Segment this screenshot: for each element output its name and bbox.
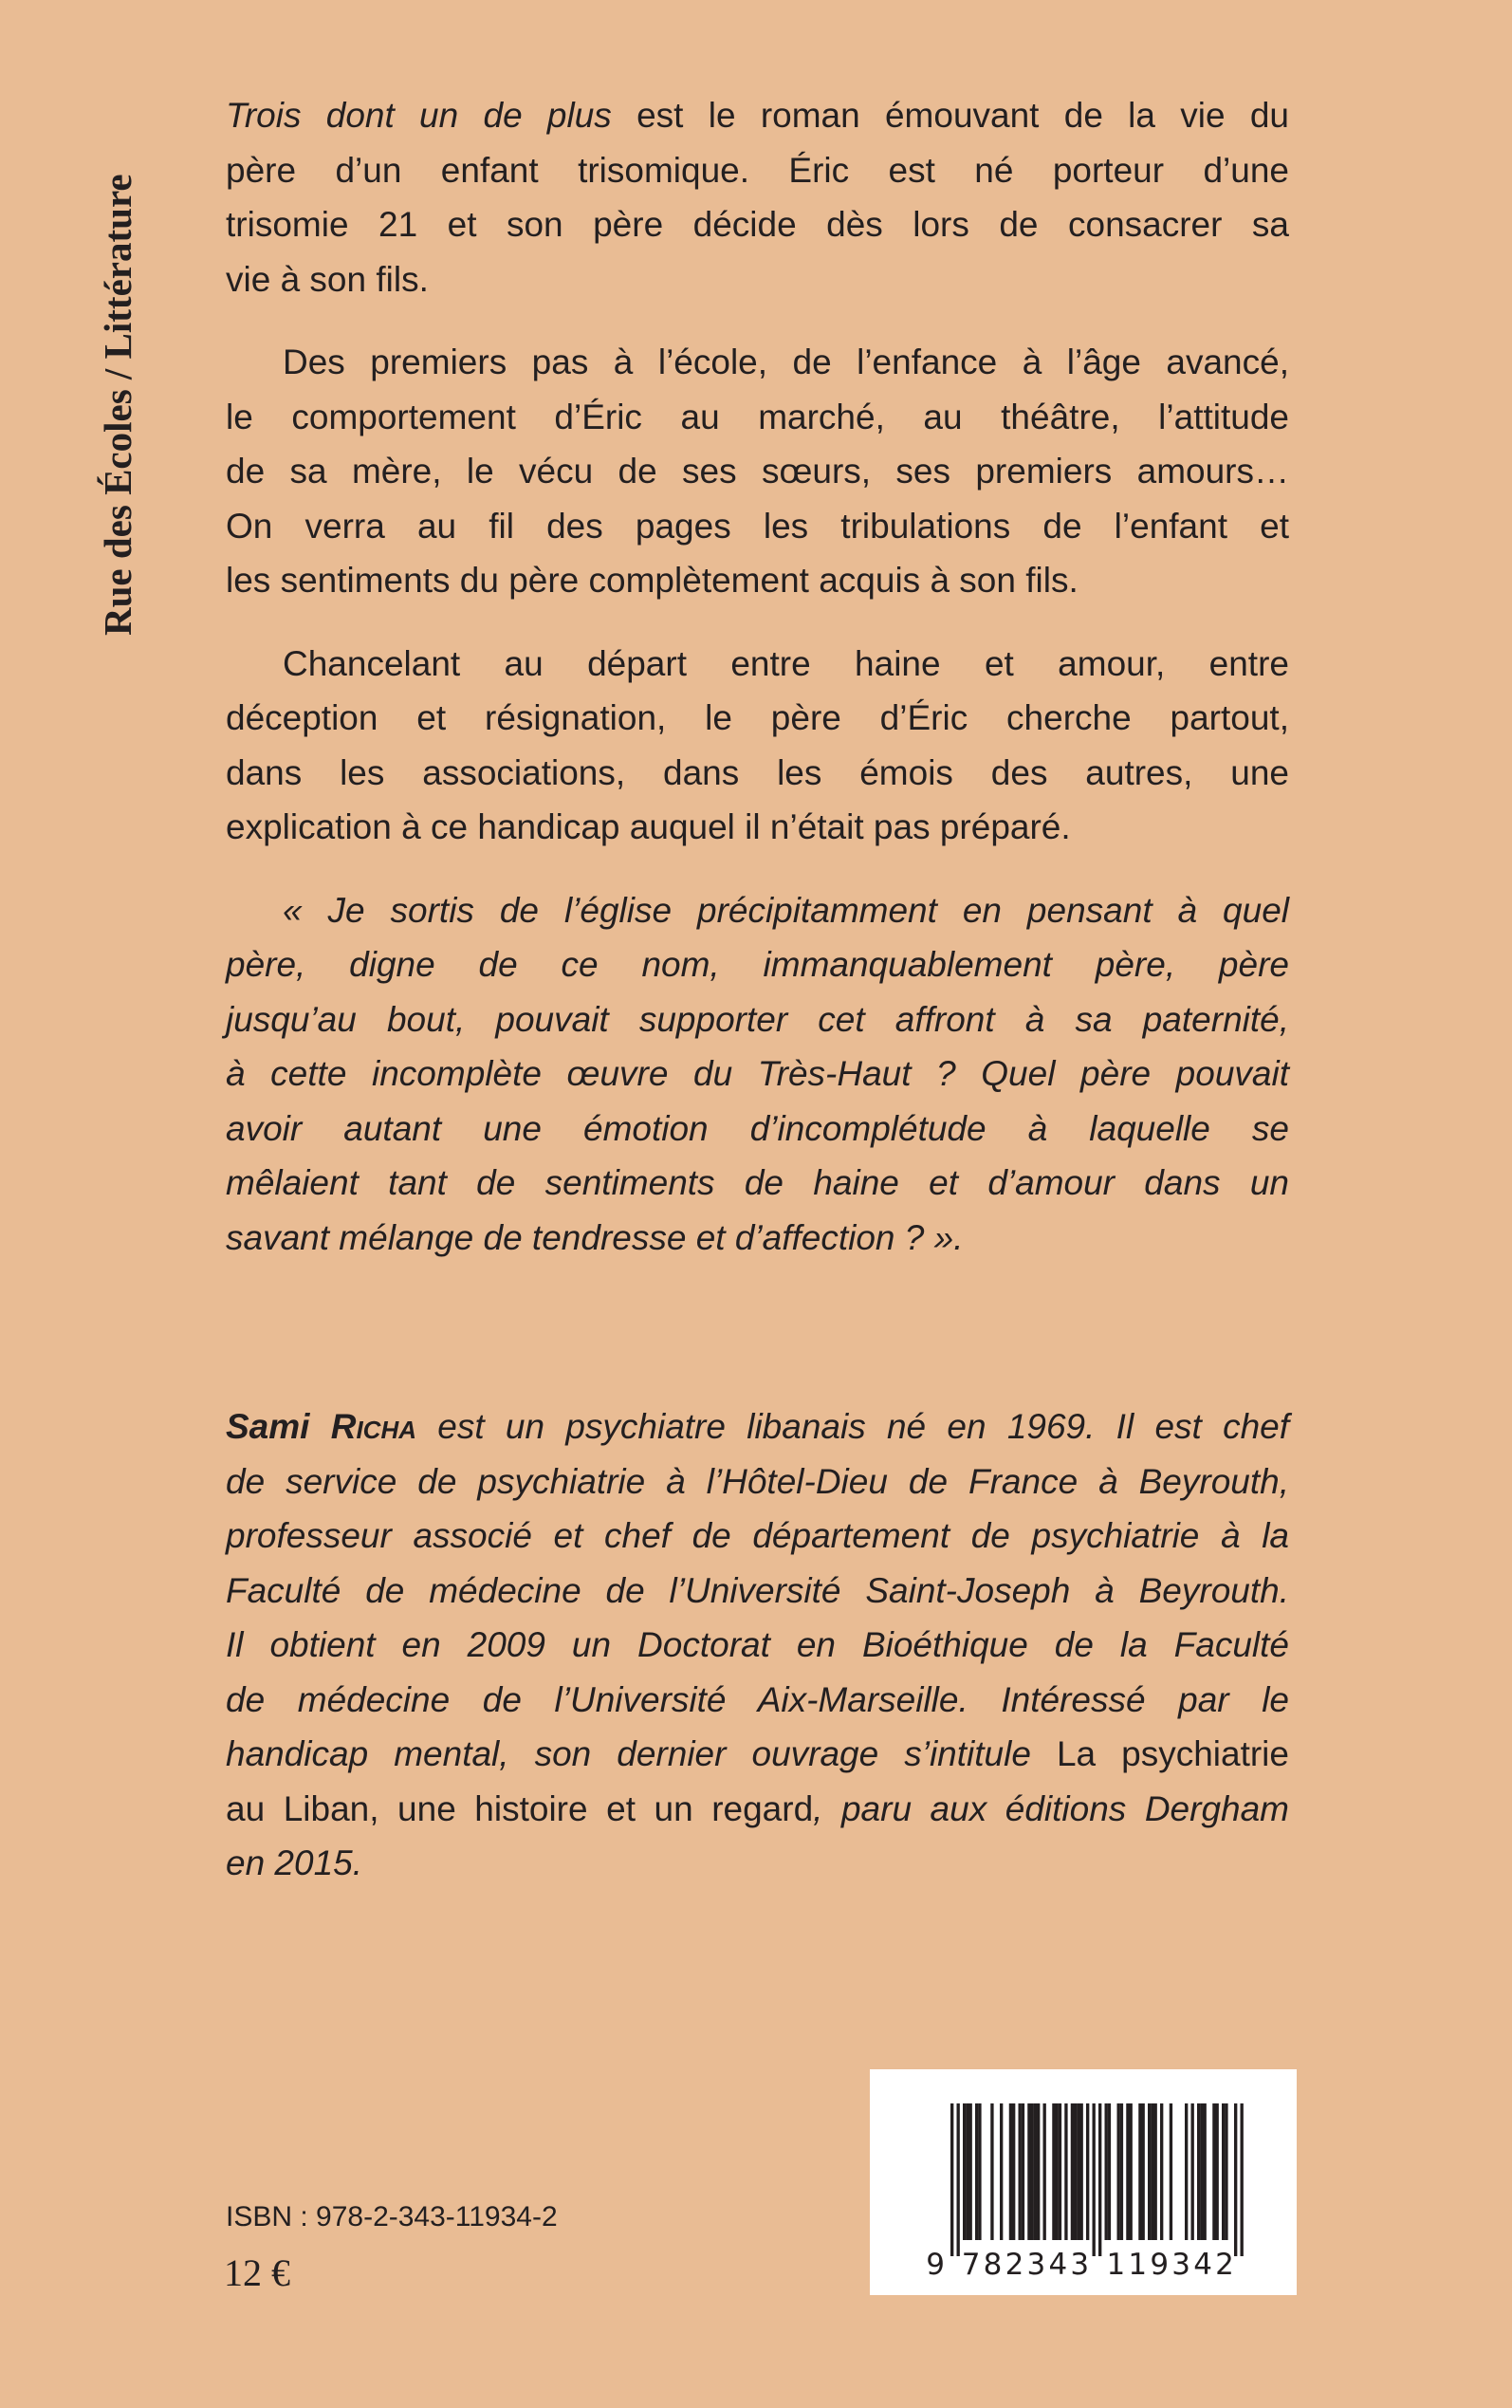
- barcode-bar: [1031, 2103, 1034, 2240]
- back-cover-text: [226, 88, 1289, 1891]
- barcode-graphic: [870, 2069, 1297, 2295]
- text-line: [226, 1047, 1289, 1102]
- text-segment: , paru aux éditions Dergham: [813, 1788, 1289, 1828]
- barcode-bar: [975, 2103, 978, 2240]
- text-segment: Chancelant au départ entre haine et amour, entre: [283, 643, 1289, 683]
- barcode-bar: [1086, 2103, 1089, 2240]
- text-segment: dans les associations, dans les émois des autres, une: [226, 752, 1289, 792]
- text-segment: savant mélange de tendresse et d’affection ? ».: [226, 1217, 964, 1257]
- text-segment: handicap mental, son dernier ouvrage s’intitule: [226, 1734, 1057, 1773]
- text-line: [226, 1102, 1289, 1157]
- barcode-bar: [1000, 2103, 1003, 2240]
- text-line: [226, 197, 1289, 252]
- text-segment: Il obtient en 2009 un Doctorat en Bioéthique de la Faculté: [226, 1625, 1289, 1664]
- text-line: [226, 553, 1289, 608]
- summary-paragraph: [226, 88, 1289, 306]
- text-segment: de médecine de l’Université Aix-Marseille. Intéressé par le: [226, 1679, 1289, 1719]
- barcode-bar: [1191, 2103, 1194, 2240]
- text-segment: avoir autant une émotion d’incomplétude à laquelle se: [226, 1108, 1289, 1148]
- barcode-bar: [1170, 2103, 1172, 2240]
- barcode-bar: [1120, 2103, 1123, 2240]
- barcode-bar: [1043, 2103, 1046, 2240]
- text-segment: Faculté de médecine de l’Université Saint-Joseph à Beyrouth.: [226, 1570, 1289, 1610]
- text-segment: explication à ce handicap auquel il n’était pas préparé.: [226, 807, 1071, 846]
- text-segment: à cette incomplète œuvre du Très-Haut ? Quel père pouvait: [226, 1054, 1289, 1093]
- barcode-bar: [1056, 2103, 1059, 2240]
- barcode-bar: [1019, 2103, 1022, 2240]
- barcode-bar: [1064, 2103, 1067, 2240]
- barcode-bar: [1222, 2103, 1225, 2240]
- text-line: [226, 390, 1289, 445]
- barcode-bar: [1204, 2103, 1207, 2240]
- barcode-bar: [1148, 2103, 1151, 2240]
- barcode-bar: [957, 2103, 960, 2256]
- barcode-bar: [1052, 2103, 1055, 2240]
- barcode-bar: [966, 2103, 968, 2240]
- text-line: [226, 691, 1289, 746]
- text-segment: Richa: [330, 1407, 416, 1446]
- text-line: [226, 800, 1289, 855]
- text-segment: est le roman émouvant de la vie du: [611, 96, 1289, 135]
- text-line: [226, 1399, 1289, 1454]
- text-segment: au Liban, une histoire et un regard: [226, 1788, 814, 1828]
- author-bio: [226, 1399, 1289, 1891]
- text-segment: vie à son fils.: [226, 259, 429, 299]
- text-line: [226, 992, 1289, 1047]
- barcode-bar: [1027, 2103, 1030, 2240]
- barcode-bar: [1212, 2103, 1215, 2240]
- text-line: [226, 1836, 1289, 1891]
- text-line: [226, 1211, 1289, 1266]
- barcode-bar: [969, 2103, 972, 2240]
- text-line: [226, 937, 1289, 992]
- barcode-bar: [1105, 2103, 1108, 2240]
- text-line: [226, 88, 1289, 143]
- barcode-bar: [1216, 2103, 1219, 2240]
- summary-paragraph: [226, 335, 1289, 608]
- barcode-bar: [1200, 2103, 1203, 2240]
- text-line: [226, 444, 1289, 499]
- barcode-digits: 9: [926, 2248, 945, 2282]
- barcode-bar: [1037, 2103, 1040, 2240]
- barcode-bar: [1098, 2103, 1101, 2256]
- text-segment: est un psychiatre libanais né en 1969. Il est chef: [416, 1407, 1290, 1446]
- text-line: [226, 143, 1289, 198]
- text-segment: « Je sortis de l’église précipitamment en pensant à quel: [283, 890, 1289, 930]
- barcode-bar: [1077, 2103, 1079, 2240]
- text-line: [226, 499, 1289, 554]
- barcode-digits: 782343: [961, 2248, 1093, 2282]
- text-segment: le comportement d’Éric au marché, au théâtre, l’attitude: [226, 397, 1289, 436]
- text-segment: père d’un enfant trisomique. Éric est né porteur d’une: [226, 150, 1289, 190]
- text-segment: On verra au fil des pages les tribulations de l’enfant et: [226, 506, 1289, 546]
- text-segment: jusqu’au bout, pouvait supporter cet affront à sa paternité,: [226, 999, 1289, 1039]
- barcode-bar: [950, 2103, 953, 2256]
- spine-collection-label: Rue des Écoles / Littérature: [96, 174, 139, 636]
- text-line: [226, 1618, 1289, 1673]
- text-segment: déception et résignation, le père d’Éric cherche partout,: [226, 698, 1289, 737]
- text-line: [226, 1509, 1289, 1564]
- text-segment: Des premiers pas à l’école, de l’enfance à l’âge avancé,: [283, 343, 1289, 381]
- barcode-bar: [1154, 2103, 1157, 2240]
- barcode-bar: [1074, 2103, 1077, 2240]
- barcode-bar: [1012, 2103, 1015, 2240]
- text-line: [226, 1564, 1289, 1619]
- barcode-bar: [1034, 2103, 1037, 2240]
- text-segment: de sa mère, le vécu de ses sœurs, ses premiers amours…: [226, 452, 1289, 491]
- text-line: [226, 746, 1289, 801]
- text-segment: les sentiments du père complètement acquis à son fils.: [226, 561, 1079, 600]
- barcode-bar: [1241, 2103, 1244, 2256]
- barcode-bar: [990, 2103, 993, 2240]
- barcode-bar: [1151, 2103, 1153, 2240]
- barcode-bar: [1080, 2103, 1083, 2240]
- summary-paragraph: [226, 637, 1289, 855]
- barcode-bar: [1160, 2103, 1163, 2240]
- text-segment: Sami: [226, 1407, 331, 1446]
- text-segment: Trois dont un de plus: [226, 96, 612, 135]
- barcode-bar: [1142, 2103, 1145, 2240]
- barcode-bar: [1126, 2103, 1129, 2240]
- isbn-label: ISBN : 978-2-343-11934-2: [226, 2201, 558, 2232]
- barcode-bar: [978, 2103, 981, 2240]
- quote-paragraph: [226, 883, 1289, 1266]
- barcode-bar: [1071, 2103, 1074, 2240]
- price-label: 12 €: [224, 2251, 290, 2294]
- barcode-bar: [1059, 2103, 1061, 2240]
- text-segment: de service de psychiatrie à l’Hôtel-Dieu de France à Beyrouth,: [226, 1461, 1289, 1501]
- barcode-bar: [1108, 2103, 1111, 2240]
- barcode-bar: [1234, 2103, 1237, 2256]
- text-segment: mêlaient tant de sentiments de haine et d’amour dans un: [226, 1163, 1289, 1202]
- barcode-bar: [1138, 2103, 1141, 2240]
- barcode-digits: 119342: [1106, 2248, 1238, 2282]
- barcode-bar: [1009, 2103, 1012, 2240]
- text-segment: trisomie 21 et son père décide dès lors de consacrer sa: [226, 205, 1289, 244]
- text-line: [226, 883, 1289, 938]
- text-segment: en 2015.: [226, 1843, 363, 1882]
- barcode-bar: [1022, 2103, 1024, 2240]
- text-line: [226, 1727, 1289, 1782]
- barcode-bar: [1197, 2103, 1200, 2240]
- barcode: [870, 2069, 1297, 2295]
- barcode-bar: [1117, 2103, 1120, 2240]
- text-segment: La psychiatrie: [1056, 1734, 1289, 1773]
- barcode-bar: [1130, 2103, 1133, 2240]
- text-line: [226, 252, 1289, 307]
- text-line: [226, 637, 1289, 692]
- text-line: [226, 1156, 1289, 1211]
- text-line: [226, 335, 1289, 390]
- barcode-bar: [1225, 2103, 1227, 2240]
- barcode-bar: [963, 2103, 966, 2240]
- text-line: [226, 1673, 1289, 1728]
- text-line: [226, 1454, 1289, 1510]
- text-segment: professeur associé et chef de département de psychiatrie à la: [226, 1516, 1289, 1555]
- barcode-bar: [1093, 2103, 1096, 2256]
- barcode-bar: [1185, 2103, 1188, 2240]
- text-line: [226, 1782, 1289, 1837]
- text-segment: père, digne de ce nom, immanquablement père, père: [226, 945, 1289, 984]
